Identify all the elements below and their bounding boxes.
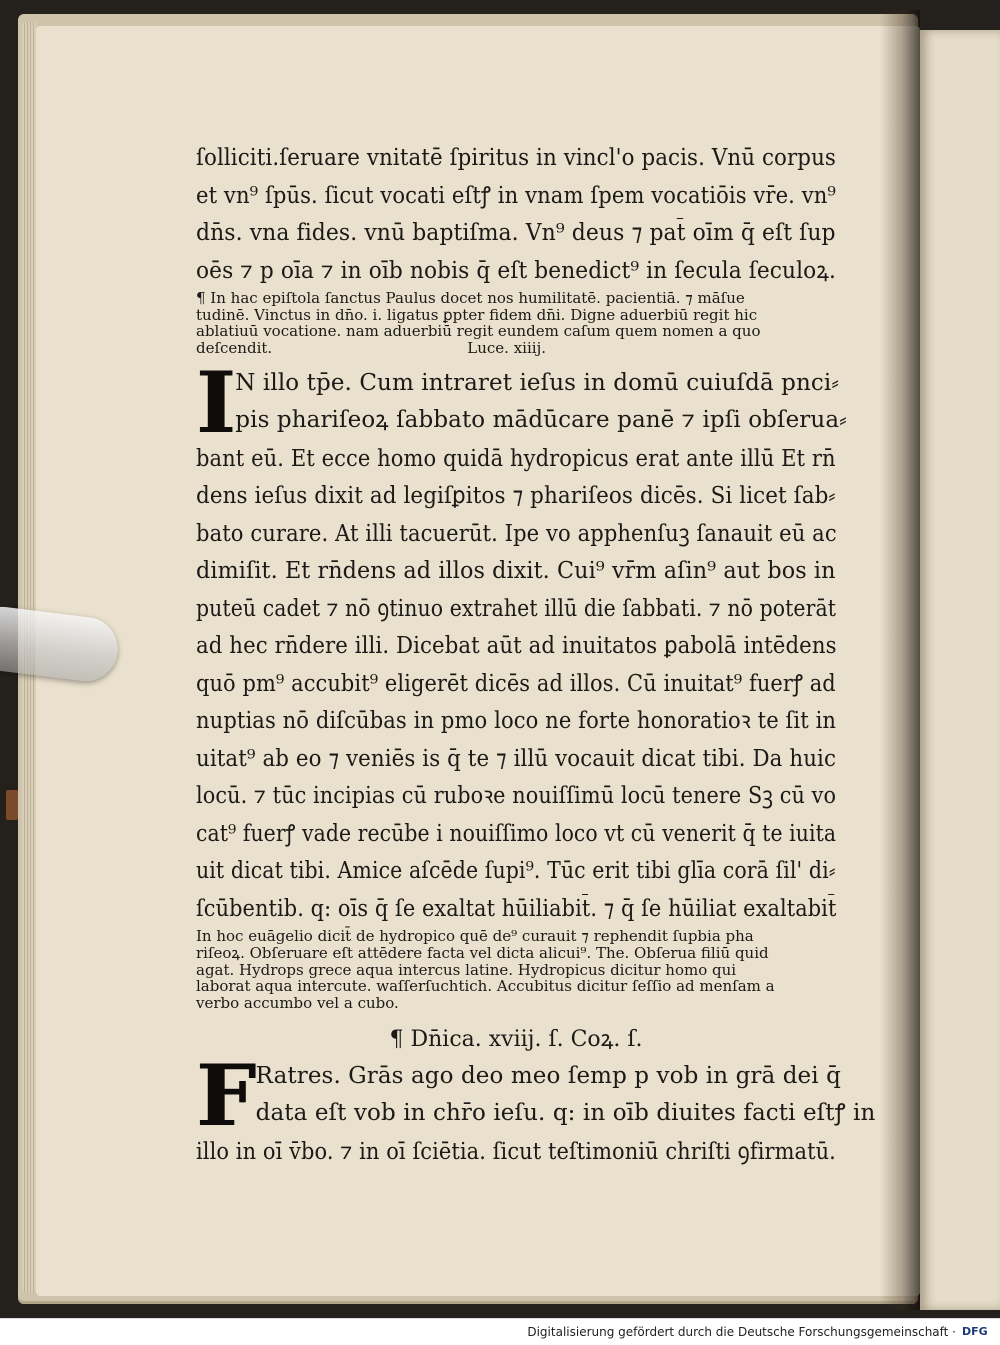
- text-line: dn̄s. vna fides. vnū baptiſma. Vn⁹ deus ⁊ pat̄ oīm q̄ eſt ſup: [196, 220, 836, 246]
- gloss-gospel: [196, 928, 836, 1012]
- text-line: Ratres. Grās ago deo meo ſemp p vob in grā dei q̄: [255, 1062, 841, 1089]
- text-line: cat⁹ fuerꝭ vade recūbe i nouiſſimo loco vt cū venerit q̄ te iuita: [196, 820, 837, 847]
- text-line: locū. ⁊ tūc incipias cū ruboꝛe nouiſſimū locū tenere Sꝫ cū vo: [196, 783, 837, 810]
- text-line: ad hec rn̄dere illi. Dicebat aūt ad inuitatos ꝑabolā intēdens: [196, 633, 837, 660]
- footer-bar: [0, 1318, 1000, 1345]
- gloss-epistle: [196, 290, 836, 357]
- text-line: pis phariſeoꝝ ſabbato mādūcare panē ⁊ ipſi obſerua⸗: [235, 407, 847, 434]
- text-line: data eſt vob in chr̄o ieſu. q: in oīb diuites facti eſtꝭ in: [255, 1100, 876, 1127]
- gospel-initial-block: [196, 352, 847, 452]
- gloss-line: deſcendit.: [196, 339, 273, 358]
- text-line: et vn⁹ ſpūs. ſicut vocati eſtꝭ in vnam ſpem vocatiōis vr̄e. vn⁹: [196, 182, 836, 209]
- text-line: nuptias nō diſcūbas in pmo loco ne forte honoratioꝛ te ſit in: [196, 708, 837, 735]
- gloss-line: verbo accumbo vel a cubo.: [196, 994, 399, 1013]
- initial-lines: [256, 1058, 876, 1134]
- decorated-initial: F: [196, 1045, 256, 1145]
- leather-tab: [6, 790, 18, 820]
- gloss-line: tudinē. Vinctus in dn̄o. i. ligatus ꝑpter fidem dn̄i. Digne aduerbiū regit hic: [196, 305, 758, 324]
- gloss-line: agat. Hydrops grece aqua intercus latine. Hydropicus dicitur homo qui: [196, 960, 737, 979]
- funding-notice: Digitalisierung gefördert durch die Deutsche Forschungsgemeinschaft ·: [527, 1325, 956, 1339]
- gloss-line: ¶ In hac epiſtola ſanctus Paulus docet nos humilitatē. pacientiā. ⁊ māſue: [196, 289, 745, 307]
- text-block: [196, 140, 876, 1171]
- gloss-line: riſeoꝝ. Obſeruare eſt attēdere facta vel dicta alicui⁹. The. Obſerua filiū quid: [196, 944, 769, 963]
- gloss-line: ablatiuū vocatione. nam aduerbiū regit eundem caſum quem nomen a quo: [196, 322, 761, 341]
- text-line: oēs ⁊ p oīa ⁊ in oīb nobis q̄ eſt benedict⁹ in ſecula ſeculoꝝ.: [196, 257, 836, 284]
- epistle-initial-block: [196, 1045, 876, 1145]
- epistle-text: [196, 1045, 876, 1172]
- text-line: illo in oī v̄bo. ⁊ in oī ſciētia. ſicut teſtimoniū chriſti ꝯfirmatū.: [196, 1138, 836, 1165]
- book-gutter: [880, 10, 920, 1310]
- text-line: bato curare. At illi tacuerūt. Ipe vo apphenſuꝫ ſanauit eū ac: [196, 520, 837, 547]
- epistle-end: [196, 140, 836, 290]
- text-line: dimiſit. Et rn̄dens ad illos dixit. Cui⁹ vr̄m aſin⁹ aut bos in: [196, 558, 836, 585]
- pericope-reference: Luce. xiiij.: [467, 339, 546, 358]
- text-line: N illo tp̄e. Cum intraret ieſus in domū cuiuſdā pnci⸗: [235, 369, 840, 396]
- dfg-logo-icon: DFG: [962, 1325, 988, 1338]
- text-line: quō pm⁹ accubit⁹ eligerēt dicēs ad illos. Cū inuitat⁹ fuerꝭ ad: [196, 670, 836, 697]
- text-line: puteū cadet ⁊ nō ꝯtinuo extrahet illū die ſabbati. ⁊ nō poterāt: [196, 595, 837, 622]
- text-line: bant eū. Et ecce homo quidā hydropicus erat ante illū Et rn̄: [196, 445, 836, 472]
- text-line: uitat⁹ ab eo ⁊ veniēs is q̄ te ⁊ illū vocauit dicat tibi. Da huic: [196, 745, 837, 772]
- text-line: ſcūbentib. q: oīs q̄ ſe exaltat hūiliabit̄. ⁊ q̄ ſe hūiliat exaltabit̄: [196, 895, 837, 922]
- facing-page: [920, 30, 1000, 1310]
- gloss-line: In hoc euāgelio dicit̄ de hydropico quē de⁹ curauit ⁊ rephendit ſupbia pha: [196, 927, 754, 946]
- decorated-initial: I: [196, 352, 236, 452]
- gloss-line: laborat aqua intercute. waſſerſuchtich. Accubitus dicitur ſeſſio ad menſam a: [196, 977, 775, 996]
- section-heading: ¶ Dn̄ica. xviij. ſ. Coꝝ. ſ.: [389, 1026, 643, 1052]
- text-line: uit dicat tibi. Amice aſcēde ſupi⁹. Tūc erit tibi glīa corā ſil' di⸗: [196, 858, 836, 885]
- initial-lines: [235, 365, 847, 441]
- text-line: ſolliciti.ſeruare vnitatē ſpiritus in vincl'o pacis. Vnū corpus: [196, 145, 836, 171]
- text-line: dens ieſus dixit ad legiſꝑitos ⁊ phariſeos dicēs. Si licet ſab⸗: [196, 483, 836, 510]
- gloss-reference-line: [196, 340, 836, 357]
- gospel-text: [196, 352, 847, 929]
